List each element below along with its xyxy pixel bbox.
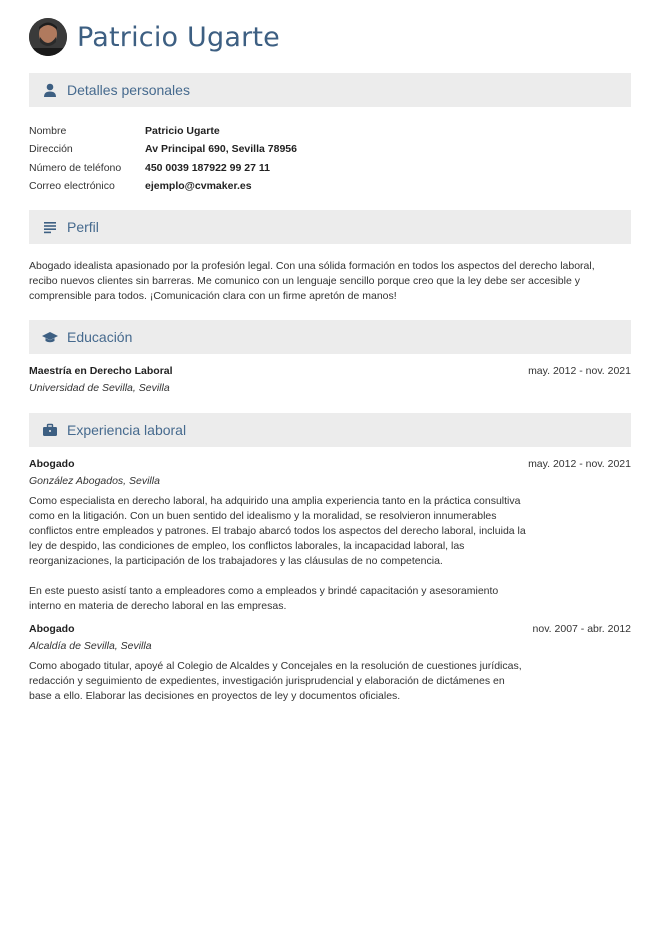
personal-details-table (29, 122, 297, 195)
info-row-address (29, 140, 297, 158)
job-description (29, 494, 529, 629)
section-title-personal: Detalles personales (67, 82, 190, 98)
info-label: Dirección (29, 143, 73, 156)
education-school: Universidad de Sevilla, Sevilla (29, 382, 170, 394)
job-paragraph: Como especialista en derecho laboral, ha adquirido una amplia experiencia tanto en la práctica consultiva como en la litigación. Con un buen sentido del idealismo y la moralidad, se resolvieron innumerables conflictos entre empleados y patrones. El trabajo abarcó todos los aspectos del derecho laboral, incluida la ley de despido, las condiciones de empleo, los conflictos laborales, la incapacidad laboral, las reorganizaciones, la participación de los trabajadores y las cláusulas de no competencia. (29, 495, 526, 567)
info-row-phone (29, 159, 297, 177)
job-dates: may. 2012 - nov. 2021 (528, 458, 631, 470)
info-value: Av Principal 690, Sevilla 78956 (145, 143, 297, 156)
section-title-experience: Experiencia laboral (67, 422, 187, 438)
section-title-education: Educación (67, 329, 133, 345)
avatar-photo-icon (29, 18, 67, 56)
candidate-name: Patricio Ugarte (77, 21, 280, 53)
lines-icon (42, 219, 58, 235)
info-row-email (29, 177, 297, 195)
info-label: Correo electrónico (29, 180, 115, 193)
graduation-cap-icon (42, 329, 58, 345)
education-degree: Maestría en Derecho Laboral (29, 365, 173, 377)
briefcase-icon (42, 422, 58, 438)
info-row-name (29, 122, 297, 140)
section-header-experience (29, 413, 631, 447)
education-dates: may. 2012 - nov. 2021 (528, 365, 631, 377)
info-value: Patricio Ugarte (145, 125, 220, 138)
section-header-profile (29, 210, 631, 244)
info-value: ejemplo@cvmaker.es (145, 180, 252, 193)
section-header-personal (29, 73, 631, 107)
cv-header (29, 18, 280, 56)
job-paragraph: En este puesto asistí tanto a empleadores como a empleados y brindé capacitación y asesoramiento interno en materia de derecho laboral en las empresas. (29, 585, 499, 612)
info-label: Nombre (29, 125, 67, 138)
profile-text: Abogado idealista apasionado por la profesión legal. Con una sólida formación en todos los aspectos del derecho laboral, recibo nuevos clientes sin barreras. Me comunico con un lenguaje sencillo porque creo que la ley debe ser accesible y comprensible para todos. ¡Comunicación clara con un firme apretón de manos! (29, 260, 595, 302)
person-icon (42, 82, 58, 98)
job-role: Abogado (29, 458, 75, 470)
section-title-profile: Perfil (67, 219, 99, 235)
job-company: González Abogados, Sevilla (29, 475, 160, 487)
job-company: Alcaldía de Sevilla, Sevilla (29, 640, 152, 652)
job-dates: nov. 2007 - abr. 2012 (532, 623, 631, 635)
section-header-education (29, 320, 631, 354)
info-label: Número de teléfono (29, 161, 122, 174)
info-value: 450 0039 187922 99 27 11 (145, 161, 270, 174)
job-description (29, 659, 529, 719)
job-role: Abogado (29, 623, 75, 635)
job-paragraph: Como abogado titular, apoyé al Colegio de Alcaldes y Concejales en la resolución de cuestiones jurídicas, redacción y seguimiento de expedientes, investigación jurisprudencial y elaboración de dictámenes en base a ello. Elaborar las decisiones en proyectos de ley y documentos oficiales. (29, 660, 522, 702)
avatar (29, 18, 67, 56)
